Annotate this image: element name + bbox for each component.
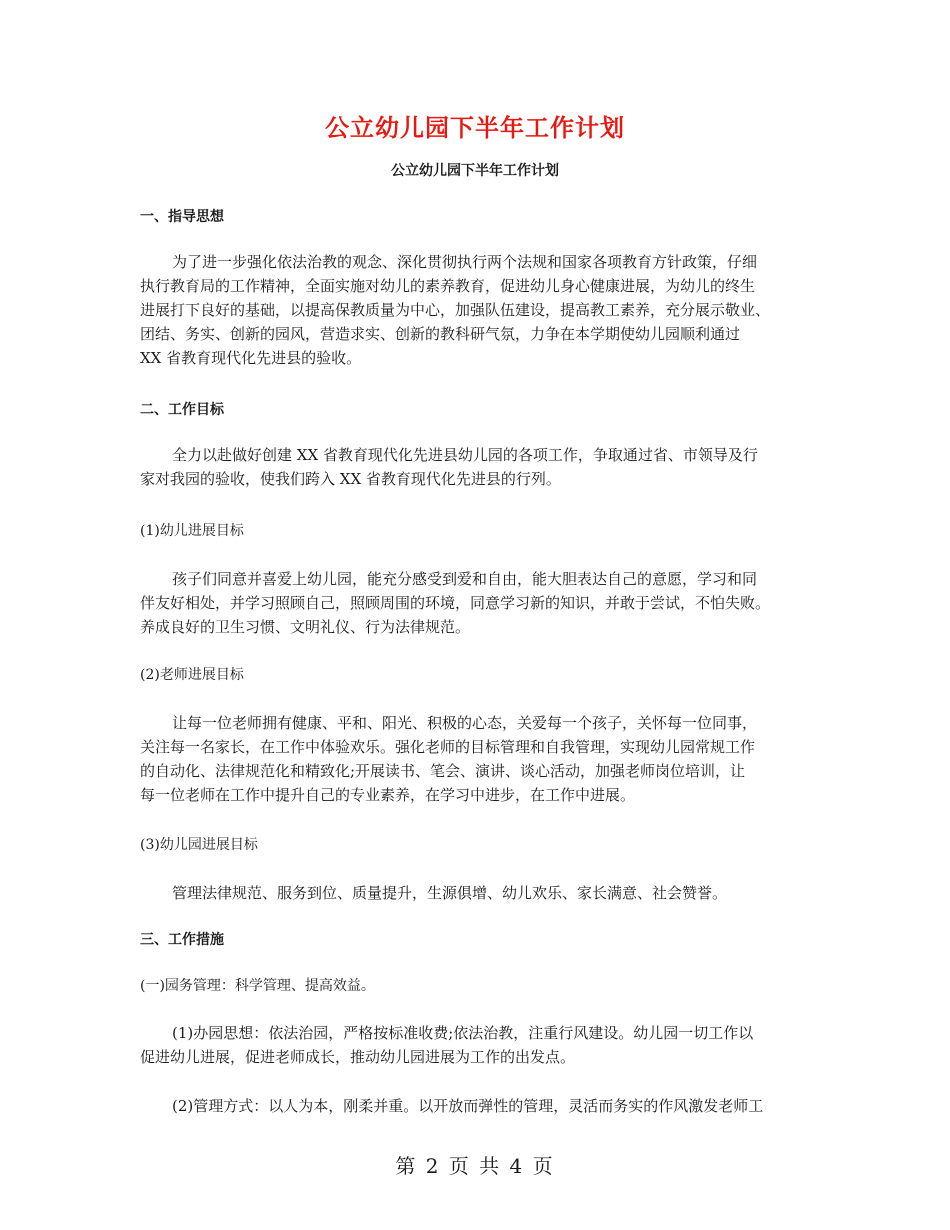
paragraph-line: 促进幼儿进展，促进老师成长，推动幼儿园进展为工作的出发点。 [140, 1048, 576, 1066]
paragraph-line: 执行教育局的工作精神，全面实施对幼儿的素养教育，促进幼儿身心健康进展，为幼儿的终生 [140, 277, 756, 295]
paragraph-guiding-thought [140, 250, 820, 370]
paragraph-philosophy [140, 1021, 820, 1069]
section-heading-work-goals: 二、工作目标 [140, 402, 224, 418]
document-subtitle: 公立幼儿园下半年工作计划 [391, 163, 559, 179]
paragraph-line: 为了进一步强化依法治教的观念、深化贯彻执行两个法规和国家各项教育方针政策，仔细 [172, 253, 758, 271]
document-title: 公立幼儿园下半年工作计划 [325, 114, 625, 142]
paragraph-line: 每一位老师在工作中提升自己的专业素养，在学习中进步，在工作中进展。 [140, 786, 636, 804]
paragraph-work-goals [140, 443, 820, 491]
paragraph-kindergarten-goals [140, 881, 820, 905]
section-heading-guiding-thought: 一、指导思想 [140, 209, 224, 225]
paragraph-line: (1)办园思想：依法治园，严格按标准收费;依法治教，注重行风建设。幼儿园一切工作以 [172, 1024, 754, 1042]
paragraph-line: 关注每一名家长，在工作中体验欢乐。强化老师的目标管理和自我管理，实现幼儿园常规工作 [140, 738, 756, 756]
paragraph-line: 团结、务实、创新的园风，营造求实、创新的教科研气氛，力争在本学期使幼儿园顺利通过 [140, 325, 741, 343]
paragraph-line: 孩子们同意并喜爱上幼儿园，能充分感受到爱和自由，能大胆表达自己的意愿，学习和同 [172, 570, 758, 588]
paragraph-line: 让每一位老师拥有健康、平和、阳光、积极的心态，关爱每一个孩子，关怀每一位同事， [172, 714, 758, 732]
page-number-footer: 第 2 页 共 4 页 [395, 1154, 555, 1178]
subheading-teacher-goals: (2)老师进展目标 [140, 667, 244, 683]
paragraph-line: 全力以赴做好创建 XX 省教育现代化先进县幼儿园的各项工作，争取通过省、市领导及行 [172, 446, 758, 464]
subheading-administration: (一)园务管理：科学管理、提高效益。 [140, 978, 375, 994]
subheading-child-goals: (1)幼儿进展目标 [140, 523, 244, 539]
subheading-kindergarten-goals: (3)幼儿园进展目标 [140, 837, 258, 853]
paragraph-line: 进展打下良好的基础，以提高保教质量为中心，加强队伍建设，提高教工素养，充分展示敬业、 [140, 301, 771, 319]
paragraph-child-goals [140, 567, 820, 639]
paragraph-line: XX 省教育现代化先进县的验收。 [140, 349, 362, 367]
paragraph-line: 养成良好的卫生习惯、文明礼仪、行为法律规范。 [140, 618, 471, 636]
paragraph-management-style [140, 1094, 820, 1118]
paragraph-line: 管理法律规范、服务到位、质量提升，生源俱增、幼儿欢乐、家长满意、社会赞誉。 [172, 884, 728, 902]
paragraph-line: 家对我园的验收，使我们跨入 XX 省教育现代化先进县的行列。 [140, 470, 561, 488]
section-heading-work-measures: 三、工作措施 [140, 932, 224, 948]
paragraph-line: 伴友好相处，并学习照顾自己，照顾周围的环境，同意学习新的知识，并敢于尝试，不怕失败。 [140, 594, 771, 612]
paragraph-line: 的自动化、法律规范化和精致化;开展读书、笔会、演讲、谈心活动，加强老师岗位培训，让 [140, 762, 746, 780]
paragraph-teacher-goals [140, 711, 820, 807]
paragraph-line: (2)管理方式：以人为本，刚柔并重。以开放而弹性的管理，灵活而务实的作风激发老师工 [172, 1097, 764, 1115]
